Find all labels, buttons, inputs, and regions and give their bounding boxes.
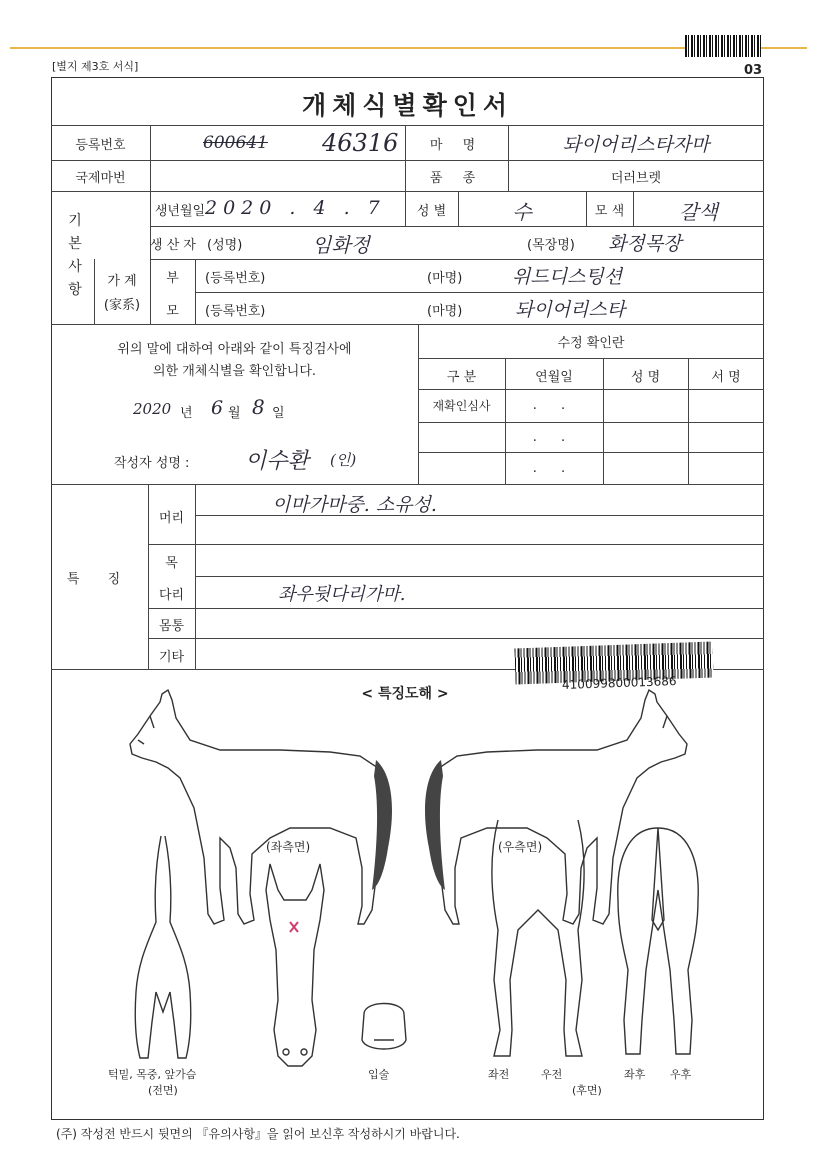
- sire-name-label: (마명): [427, 271, 463, 286]
- statement-line1: 위의 말에 대하여 아래와 같이 특징검사에: [117, 342, 352, 357]
- barcode-number: 410099800013686: [561, 674, 677, 692]
- hind-right-label: 우후: [670, 1068, 692, 1081]
- reg-no-value: 46316: [322, 129, 399, 157]
- family-hanja: (家系): [103, 298, 141, 313]
- date-day-suffix: 일: [272, 406, 285, 421]
- correction-header-date: 연월일: [535, 370, 573, 385]
- reg-no-label: 등록번호: [75, 138, 126, 153]
- reg-no-struck: 600641: [203, 133, 268, 153]
- horse-rear-drawing: [608, 820, 708, 1060]
- front-label: (전면): [148, 1084, 178, 1097]
- feature-label-other: 기타: [158, 650, 185, 665]
- sire-label: 부: [166, 271, 179, 286]
- writer-label: 작성자 성명 :: [114, 456, 190, 471]
- breeder-label: 생 산 자: [150, 238, 196, 253]
- basic-section-label: 기본사항: [68, 213, 82, 298]
- dam-name-value: 돠이어리스타: [515, 299, 626, 321]
- feature-value-head: 이마가마중. 소유성.: [272, 494, 437, 516]
- features-section-label: 특 징: [66, 572, 133, 587]
- horse-face-drawing: [258, 860, 332, 1068]
- rear-label: (후면): [572, 1084, 602, 1097]
- feature-label-neck: 목: [165, 556, 178, 571]
- horse-chest-drawing: [128, 832, 198, 1064]
- chest-label: 턱밑, 목중, 앞가슴: [108, 1068, 197, 1081]
- correction-row-category: 재확인심사: [432, 399, 491, 413]
- dam-reg-label: (등록번호): [205, 304, 266, 319]
- feature-label-head: 머리: [158, 511, 185, 526]
- correction-header-name: 성 명: [630, 370, 661, 385]
- hind-left-label: 좌후: [624, 1068, 646, 1081]
- page-title: 개체식별확인서: [301, 91, 514, 120]
- form-reference: [별지 제3호 서식]: [52, 60, 139, 73]
- correction-row-date: . .: [532, 430, 576, 445]
- feature-label-body: 몸통: [158, 619, 185, 634]
- diagram-title: < 특징도해 >: [361, 686, 449, 702]
- horse-lips-drawing: [356, 994, 412, 1056]
- correction-row-date: . .: [532, 461, 576, 476]
- writer-value: 이수환: [245, 449, 309, 474]
- horse-name-label: 마 명: [429, 138, 484, 153]
- breeder-name-label: (성명): [207, 238, 243, 253]
- date-year-suffix: 년: [180, 406, 193, 421]
- birth-value: 2020 . 4 . 7: [205, 197, 386, 219]
- birth-label: 생년월일: [154, 204, 206, 219]
- top-barcode: [685, 35, 761, 57]
- intl-no-label: 국제마번: [75, 171, 126, 186]
- page-number: 03: [744, 63, 763, 78]
- sex-label: 성 별: [416, 204, 447, 219]
- dam-name-label: (마명): [427, 304, 463, 319]
- feature-label-legs: 다리: [158, 588, 185, 603]
- date-month-suffix: 월: [228, 406, 241, 421]
- correction-header-sign: 서 명: [711, 370, 741, 385]
- family-label: 가 계: [107, 274, 137, 289]
- writer-seal: (인): [330, 451, 357, 469]
- coat-label: 모 색: [594, 204, 625, 219]
- correction-header-category: 구 분: [446, 370, 477, 385]
- date-month: 6: [211, 397, 224, 419]
- feature-value-legs: 좌우뒷다리가마.: [278, 584, 406, 605]
- farm-value: 화정목장: [608, 233, 682, 255]
- date-day: 8: [252, 395, 265, 419]
- foreleg-left-label: 좌전: [488, 1068, 510, 1081]
- statement-line2: 의한 개체식별을 확인합니다.: [152, 364, 317, 379]
- right-side-label: (우측면): [498, 840, 543, 854]
- date-year: 2020: [133, 400, 172, 418]
- horse-front-legs-drawing: [478, 800, 598, 1062]
- sire-name-value: 위드디스팅션: [512, 266, 623, 288]
- footnote: (주) 작성전 반드시 뒷면의 『유의사항』을 읽어 보신후 작성하시기 바랍니다.: [56, 1127, 460, 1141]
- farm-label: (목장명): [527, 238, 575, 253]
- sire-reg-label: (등록번호): [205, 271, 266, 286]
- breed-label: 품 종: [429, 171, 484, 186]
- sex-value: 수: [512, 200, 532, 224]
- coat-value: 갈색: [679, 200, 718, 224]
- dam-label: 모: [166, 304, 179, 319]
- breed-value: 더러브렛: [610, 171, 662, 186]
- horse-name-value: 돠이어리스타자마: [562, 134, 710, 156]
- correction-title: 수정 확인란: [557, 336, 625, 351]
- lips-label: 입술: [368, 1068, 390, 1081]
- left-side-label: (좌측면): [266, 840, 311, 854]
- correction-row-date: . .: [532, 398, 576, 413]
- breeder-name-value: 임화정: [312, 233, 370, 257]
- foreleg-right-label: 우전: [541, 1068, 563, 1081]
